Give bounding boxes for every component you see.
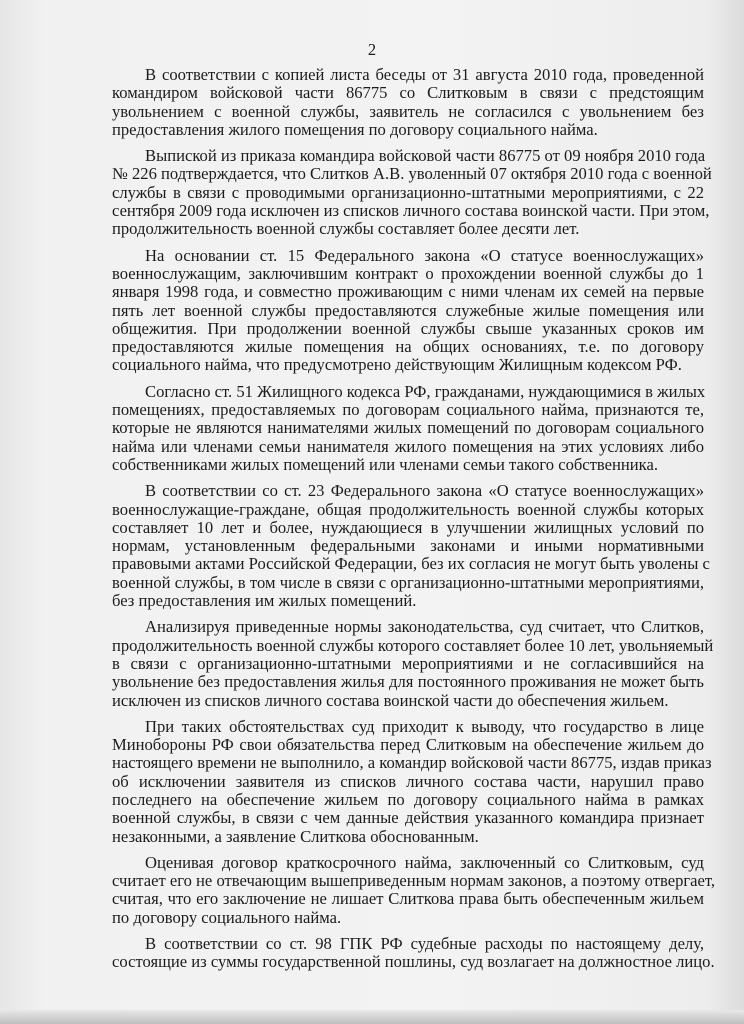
text-line: увольнение без предоставления жилья для постоянного проживания не может быть: [112, 672, 704, 692]
text-line: предоставляются жилые помещения на общих основаниях, т.е. по договору: [112, 337, 704, 357]
text-line: которые не являются нанимателями жилых помещений по договорам социального: [112, 418, 704, 438]
text-line: незаконными, а заявление Слиткова обоснованным.: [112, 826, 479, 846]
text-line: правовыми актами Российской Федерации, без их согласия не могут быть уволены с: [112, 554, 710, 574]
text-line: продолжительность военной службы которого составляет более 10 лет, увольняемый: [112, 635, 714, 655]
text-line: военнослужащим, заключившим контракт о прохождении военной службы до 1: [112, 263, 704, 283]
text-line: службы в связи с проводимыми организационно-штатными мероприятиями, с 22: [112, 182, 704, 202]
text-line: состоящие из суммы государственной пошлины, суд возлагает на должностное лицо.: [112, 952, 715, 972]
text-line: января 1998 года, и совместно проживающим с ними членам их семей на первые: [112, 282, 704, 302]
text-line: Согласно ст. 51 Жилищного кодекса РФ, гражданами, нуждающимися в жилых: [145, 381, 706, 401]
text-line: Выпиской из приказа командира войсковой части 86775 от 09 ноября 2010 года: [145, 146, 706, 166]
text-line: по договору социального найма.: [112, 907, 342, 927]
text-line: В соответствии с копией листа беседы от 31 августа 2010 года, проведенной: [145, 65, 704, 84]
text-line: считая, что его заключение не лишает Слиткова права быть обеспеченным жильем: [112, 889, 704, 909]
text-line: настоящего времени не выполнило, а командир войсковой части 86775, издав приказ: [112, 753, 712, 773]
paragraph: [112, 481, 710, 611]
text-line: помещениях, предоставляемых по договорам социального найма, признаются те,: [112, 400, 704, 420]
document-body: [112, 65, 716, 980]
text-line: пять лет военной службы предоставляются служебные жилые помещения или: [112, 300, 704, 320]
paragraph: [112, 934, 715, 972]
text-line: общежития. При продолжении военной службы свыше указанных сроков им: [112, 318, 704, 338]
paragraph: [112, 146, 712, 239]
text-line: собственниками жилых помещений или членами семьи такого собственника.: [112, 454, 658, 474]
text-line: об исключении заявителя из списков личного состава части, нарушил право: [112, 771, 704, 791]
text-line: социального найма, что предусмотрено действующим Жилищным кодексом РФ.: [112, 355, 682, 375]
paragraph: [112, 617, 714, 710]
text-line: исключен из списков личного состава воинской части до обеспечения жильем.: [112, 690, 669, 710]
paragraph: [112, 716, 712, 846]
text-line: считает его не отвечающим вышеприведенным нормам законов, а поэтому отвергает,: [112, 871, 716, 891]
paragraph: [112, 247, 704, 375]
text-line: без предоставления им жилых помещений.: [112, 591, 417, 611]
text-line: командиром войсковой части 86775 со Слитковым в связи с предстоящим: [112, 83, 704, 103]
text-line: военнослужащие-граждане, общая продолжительность военной службы которых: [112, 499, 704, 519]
text-line: На основании ст. 15 Федерального закона «О статусе военнослужащих»: [145, 245, 704, 265]
text-line: Оценивая договор краткосрочного найма, заключенный со Слитковым, суд: [145, 852, 704, 872]
paragraph: [112, 383, 704, 474]
text-line: В соответствии со ст. 23 Федерального закона «О статусе военнослужащих»: [145, 481, 704, 501]
text-line: При таких обстоятельствах суд приходит к выводу, что государство в лице: [145, 716, 704, 736]
text-line: № 226 подтверждается, что Слитков А.В. уволенный 07 октября 2010 года с военной: [112, 164, 712, 184]
page-bottom-edge: [0, 1010, 744, 1024]
text-line: в связи с организационно-штатными мероприятиями и не согласившийся на: [112, 653, 704, 673]
paragraph: [112, 66, 704, 139]
text-line: В соответствии со ст. 98 ГПК РФ судебные расходы по настоящему делу,: [145, 934, 704, 954]
text-line: Анализируя приведенные нормы законодательства, суд считает, что Слитков,: [145, 617, 704, 637]
page-number: 2: [367, 40, 377, 59]
text-line: Минобороны РФ свои обязательства перед Слитковым на обеспечение жильем до: [112, 735, 704, 755]
text-line: последнего на обеспечение жильем по договору социального найма в рамках: [112, 789, 704, 809]
text-line: нормам, установленным федеральными законами и иными нормативными: [112, 536, 704, 556]
text-line: составляет 10 лет и более, нуждающиеся в улучшении жилищных условий по: [112, 517, 704, 537]
text-line: военной службы, в том числе в связи с организационно-штатными мероприятиями,: [112, 572, 704, 592]
text-line: найма или членами семьи нанимателя жилого помещения на этих условиях либо: [112, 436, 704, 456]
text-line: продолжительность военной службы составляет более десяти лет.: [112, 219, 580, 239]
text-line: сентября 2009 года исключен из списков личного состава воинской части. При этом,: [112, 201, 710, 221]
text-line: военной службы, в связи с чем данные действия указанного командира признает: [112, 808, 704, 828]
paragraph: [112, 852, 716, 927]
text-line: увольнением с военной службы, заявитель не согласился с увольнением без: [112, 101, 704, 121]
text-line: предоставления жилого помещения по договору социального найма.: [112, 119, 598, 139]
